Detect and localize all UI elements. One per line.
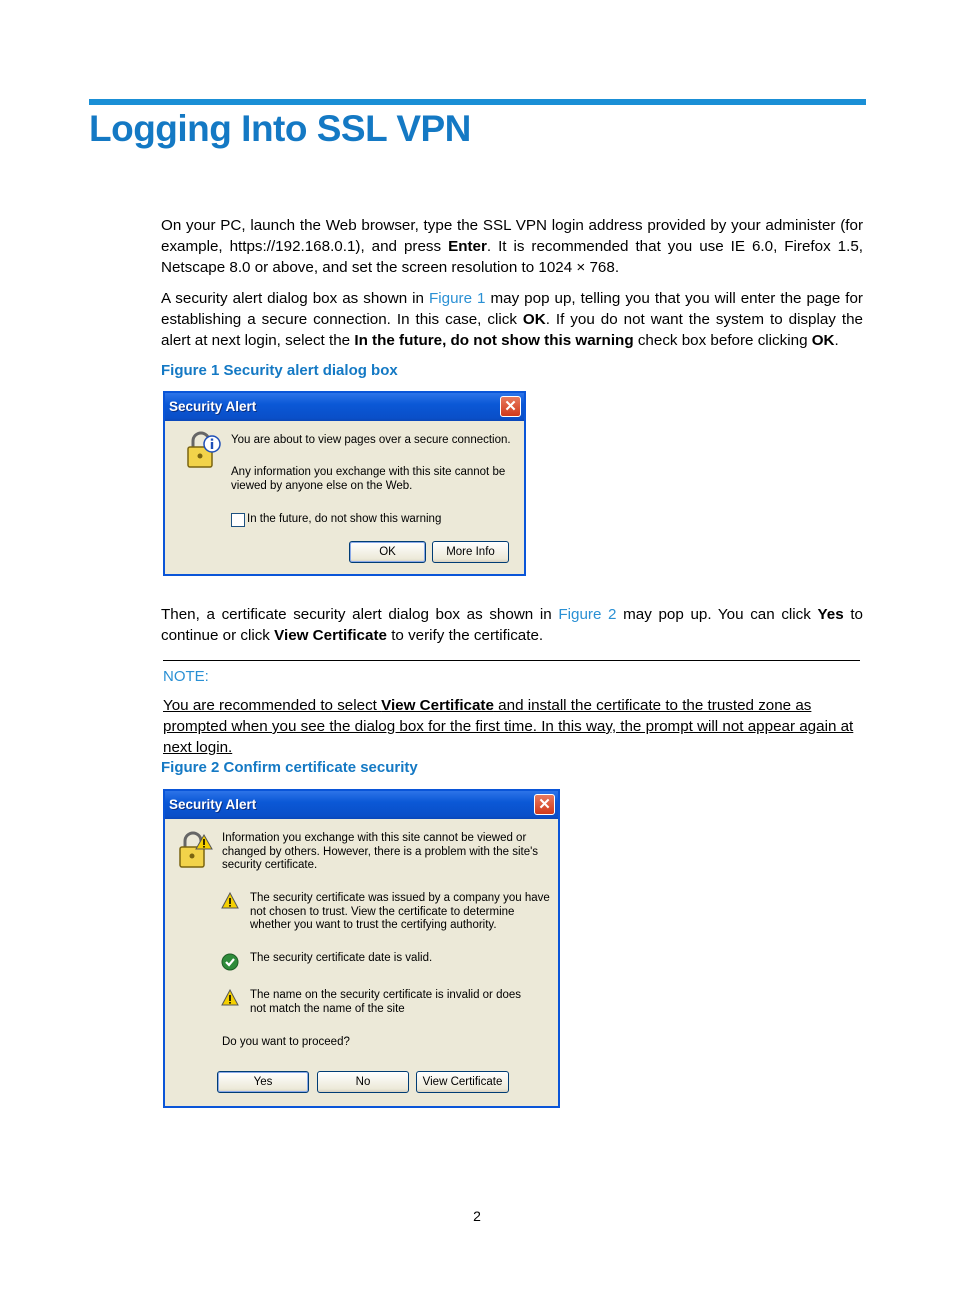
close-icon[interactable]: ✕ — [500, 396, 521, 417]
heading-rule — [89, 99, 866, 105]
note-top-rule — [163, 660, 860, 661]
security-alert-paragraph: A security alert dialog box as shown in Figure 1 may pop up, telling you that you will enter the page for establishing a secure connection. In this case, click OK. If you do not want the system to display the alert at next login, select the In the future, do not show this warning check box before clicking OK. — [161, 290, 863, 349]
yes-button[interactable]: Yes — [217, 1071, 309, 1093]
dialog-titlebar — [165, 393, 524, 421]
note-text: You are recommended to select View Certificate and install the certificate to the trusted zone as prompted when you see the dialog box for the first time. In this way, the prompt will not appear again at next login. — [163, 697, 854, 756]
dialog-message-2: Any information you exchange with this site cannot be viewed by anyone else on the Web. — [231, 466, 506, 492]
figure2-link[interactable]: Figure 2 — [558, 606, 617, 623]
warning-icon — [221, 989, 239, 1007]
figure1-link[interactable]: Figure 1 — [428, 290, 486, 307]
page-title: Logging Into SSL VPN — [89, 108, 471, 149]
page-number: 2 — [473, 1208, 481, 1224]
ok-button[interactable]: OK — [349, 541, 426, 563]
more-info-button[interactable]: More Info — [432, 541, 509, 563]
figure2-caption: Figure 2 Confirm certificate security — [161, 759, 418, 776]
dialog-message-1: You are about to view pages over a secure connection. — [231, 434, 511, 446]
proceed-question: Do you want to proceed? — [222, 1036, 350, 1048]
dont-show-label: In the future, do not show this warning — [247, 513, 442, 525]
dont-show-checkbox[interactable] — [231, 513, 245, 527]
intro-paragraph: On your PC, launch the Web browser, type the SSL VPN login address provided by your administer (for example, https://192.168.0.1), and press Enter. It is recommended that you use IE 6.0, Firefox 1.5, Netscape 8.0 or above, and set the screen resolution to 1024 × 768. — [161, 217, 863, 276]
no-button[interactable]: No — [317, 1071, 409, 1093]
note-label: NOTE: — [163, 668, 209, 685]
security-alert-dialog-1 — [163, 391, 526, 576]
name-mismatch-message: The name on the security certificate is invalid or does not match the name of the site — [250, 989, 522, 1015]
lock-warning-icon — [177, 831, 213, 871]
certificate-paragraph: Then, a certificate security alert dialog box as shown in Figure 2 may pop up. You can click Yes to continue or click View Certificate to verify the certificate. — [161, 606, 863, 644]
dialog-title: Security Alert — [169, 797, 257, 812]
untrusted-issuer-message: The security certificate was issued by a company you have not chosen to trust. View the certificate to determine whether you want to trust the certifying authority. — [250, 892, 550, 931]
figure1-caption: Figure 1 Security alert dialog box — [161, 362, 398, 379]
dialog-title: Security Alert — [169, 399, 257, 414]
check-icon — [221, 953, 239, 971]
view-certificate-button[interactable]: View Certificate — [416, 1071, 509, 1093]
dialog-titlebar — [165, 791, 558, 819]
security-alert-dialog-2 — [163, 789, 560, 1108]
lock-info-icon — [185, 431, 221, 471]
close-icon[interactable]: ✕ — [534, 794, 555, 815]
warning-icon — [221, 892, 239, 910]
date-valid-message: The security certificate date is valid. — [250, 952, 433, 964]
intro-message: Information you exchange with this site cannot be viewed or changed by others. However, there is a problem with the site's security certificate. — [222, 832, 539, 871]
